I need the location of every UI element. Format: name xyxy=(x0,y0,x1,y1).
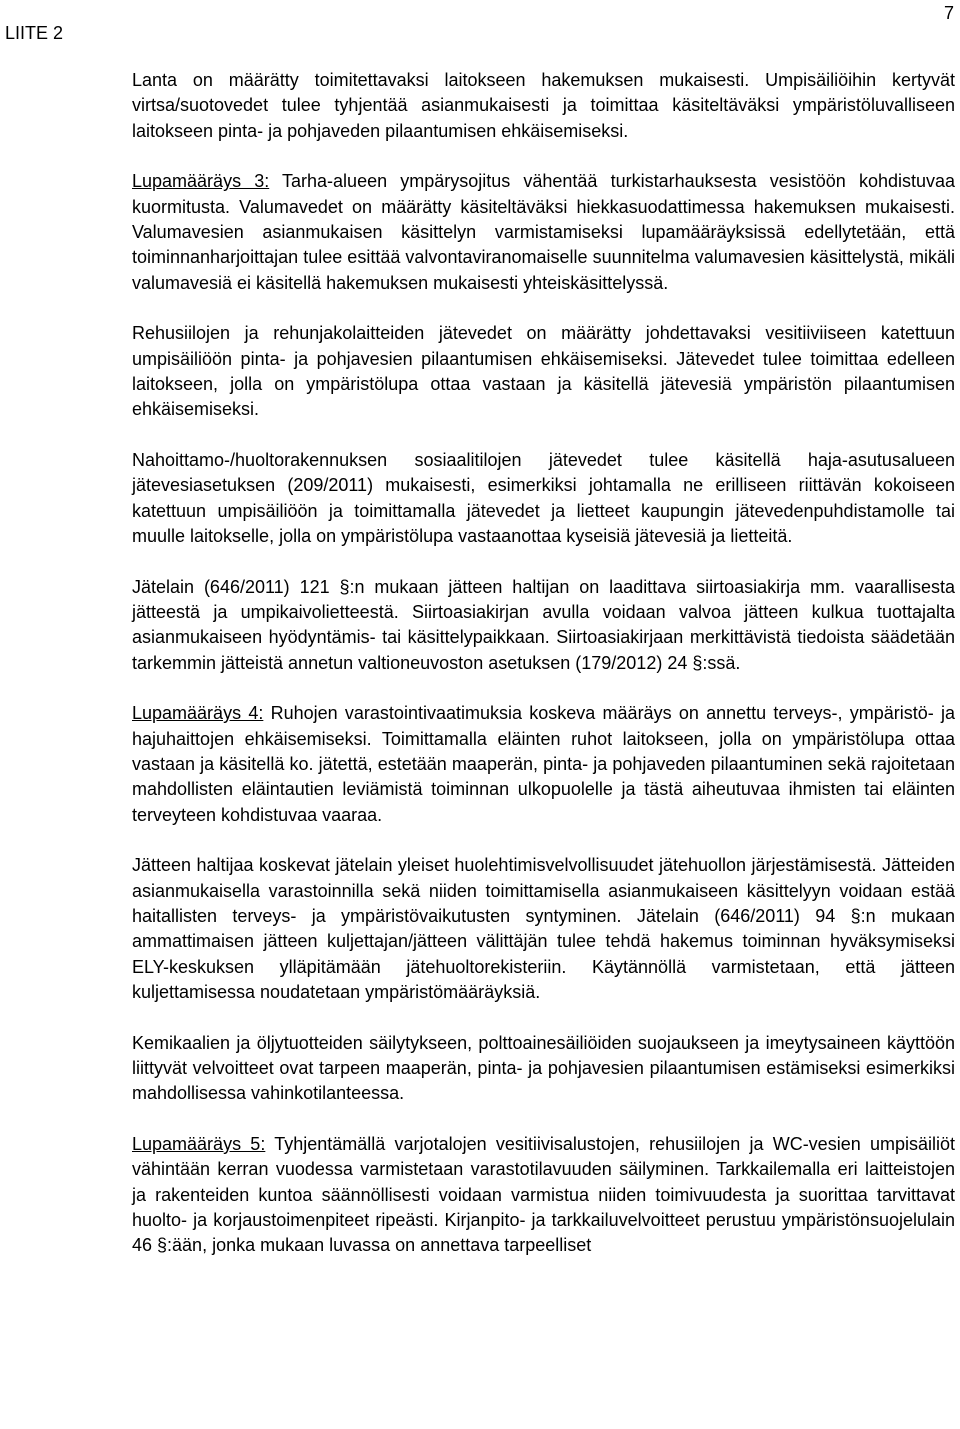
paragraph-manure xyxy=(132,68,955,144)
appendix-label: LIITE 2 xyxy=(5,23,64,43)
paragraph-feed-silos xyxy=(132,321,955,423)
paragraph-text: Jätelain (646/2011) 121 §:n mukaan jätteen haltijan on laadittava siirtoasiakirja mm. vaarallisesta jätteestä ja umpikaivolietteestä. Siirtoasiakirjan avulla voidaan valvoa jätteen kulkua tuottajalta asianmukaiseen hyödyntämis- tai käsittelypaikkaan. Siirtoasiakirjaan merkittävistä tiedoista säädetään tarkemmin jätteistä annetun valtioneuvoston asetuksen (179/2012) 24 §:ssä. xyxy=(132,576,955,673)
paragraph-text: Tyhjentämällä varjotalojen vesitiivisalustojen, rehusiilojen ja WC-vesien umpisäiliöt vähintään kerran vuodessa varmistetaan varastotilavuuden säilyminen. Tarkkailemalla eri laitteistojen ja rakenteiden kuntoa säännöllisesti voidaan varmistua niiden toimivuudesta ja suorittaa tarvittavat huolto- ja korjaustoimenpiteet ripeästi. Kirjanpito- ja tarkkailuvelvoitteet perustuu ympäristönsuojelulain 46 §:ään, jonka mukaan luvassa on annettava tarpeelliset xyxy=(132,1133,955,1256)
paragraph-permit-regulation-3 xyxy=(132,169,955,296)
paragraph-permit-regulation-5 xyxy=(132,1132,955,1259)
paragraph-permit-regulation-4 xyxy=(132,701,955,828)
paragraph-text: Kemikaalien ja öljytuotteiden säilytykseen, polttoainesäiliöiden suojaukseen ja imeytysaineen käyttöön liittyvät velvoitteet ovat tarpeen maaperän, pinta- ja pohjavesien pilaantumisen estämiseksi esimerkiksi mahdollisessa vahinkotilanteessa. xyxy=(132,1032,955,1104)
document-body xyxy=(132,68,955,1284)
regulation-label: Lupamääräys 3: xyxy=(132,171,270,192)
paragraph-text: Lanta on määrätty toimitettavaksi laitokseen hakemuksen mukaisesti. Umpisäiliöihin kertyvät virtsa/suotovedet tulee tyhjentää asianmukaisesti ja toimittaa käsiteltäväksi ympäristöluvalliseen laitokseen pinta- ja pohjaveden pilaantumisen ehkäisemiseksi. xyxy=(132,70,955,141)
paragraph-text: Nahoittamo-/huoltorakennuksen sosiaalitilojen jätevedet tulee käsitellä haja-asutusalueen jätevesiasetuksen (209/2011) mukaisesti, esimerkiksi johtamalla ne erilliseen riittävän kokoiseen katettuun umpisäiliöön ja toimittamalla jätevedet ja lietteet kaupungin jätevedenpuhdistamolle tai muulle laitokselle, jolla on ympäristölupa vastaanottaa kyseisiä jätevesiä ja lietteitä. xyxy=(132,449,955,547)
paragraph-social-facilities xyxy=(132,448,955,550)
regulation-label: Lupamääräys 5: xyxy=(132,1133,266,1154)
paragraph-chemicals xyxy=(132,1031,955,1107)
regulation-label: Lupamääräys 4: xyxy=(132,703,264,724)
paragraph-text: Ruhojen varastointivaatimuksia koskeva määräys on annettu terveys-, ympäristö- ja hajuhaittojen ehkäisemiseksi. Toimittamalla eläinten ruhot laitokseen, jolla on ympäristölupa ottaa vastaan ja käsitellä ko. jätettä, estetään maaperän, pinta- ja pohjaveden pilaantuminen sekä rajoitetaan mahdollisten eläintautien leviämistä toiminnan ulkopuolelle ja tästä aiheutuvaa ihmisten tai eläinten terveyteen kohdistuvaa vaaraa. xyxy=(132,703,955,825)
paragraph-text: Jätteen haltijaa koskevat jätelain yleiset huolehtimisvelvollisuudet jätehuollon järjestämisestä. Jätteiden asianmukaisella varastoinnilla sekä niiden toimittamisella asianmukaiseen käsittelyyn voidaan estää haitallisten terveys- ja ympäristövaikutusten syntyminen. Jätelain (646/2011) 94 §:n mukaan ammattimaisen jätteen kuljettajan/jätteen välittäjän tulee tehdä hakemus toiminnan hyväksymiseksi ELY-keskuksen ylläpitämään jätehuoltorekisteriin. Käytännöllä varmistetaan, että jätteen kuljettamisessa noudatetaan ympäristömääräyksiä. xyxy=(132,855,955,1003)
paragraph-text: Tarha-alueen ympärysojitus vähentää turkistarhauksesta vesistöön kohdistuvaa kuormitusta. Valumavedet on määrätty käsiteltäväksi hiekkasuodattimessa hakemuksen mukaisesti. Valumavesien asianmukaisen käsittelyn varmistamiseksi lupamääräyksissä edellytetään, että toiminnanharjoittajan tulee esittää valvontaviranomaiselle suunnitelma valumavesien käsittelystä, mikäli valumavesiä ei käsitellä hakemuksen mukaisesti yhteiskäsittelyssä. xyxy=(132,171,956,293)
paragraph-text: Rehusiilojen ja rehunjakolaitteiden jätevedet on määrätty johdettavaksi vesitiiviiseen katettuun umpisäiliöön pinta- ja pohjavesien pilaantumisen ehkäisemiseksi. Jätevedet tulee toimittaa edelleen laitokseen, jolla on ympäristölupa ottaa vastaan ja käsitellä jätevesiä ympäristön pilaantumisen ehkäisemiseksi. xyxy=(132,323,955,420)
page-number: 7 xyxy=(943,3,954,23)
paragraph-waste-act-121 xyxy=(132,575,955,677)
paragraph-waste-holder xyxy=(132,853,955,1005)
